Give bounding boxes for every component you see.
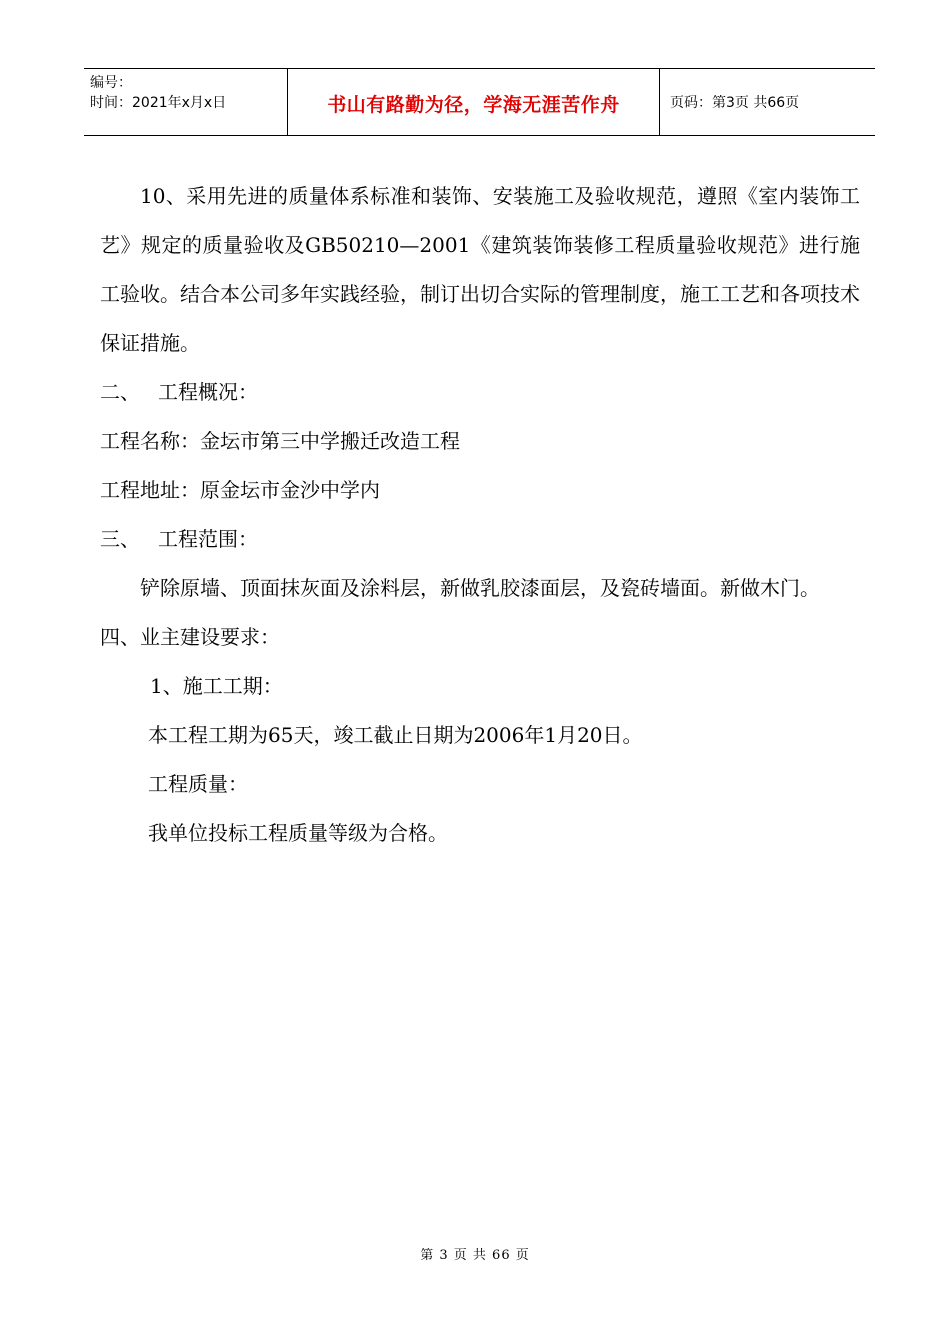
paragraph-scope: 铲除原墙、顶面抹灰面及涂料层，新做乳胶漆面层，及瓷砖墙面。新做木门。	[140, 576, 820, 600]
section-title: 工程概况：	[158, 380, 258, 404]
section-number: 三、	[100, 527, 140, 551]
project-name: 工程名称：金坛市第三中学搬迁改造工程	[100, 429, 460, 453]
header-motto: 书山有路勤为径，学海无涯苦作舟	[287, 69, 660, 135]
paragraph-quality-standards: 10、采用先进的质量体系标准和装饰、安装施工及验收规范，遵照《室内装饰工艺》规定的质量验收及GB50210—2001《建筑装饰装修工程质量验收规范》进行施工验收。结合本公司多年实践经验，制订出切合实际的管理制度，施工工艺和各项技术保证措施。	[100, 184, 860, 355]
section-heading-requirements: 四、业主建设要求：	[100, 625, 280, 649]
section-heading-scope	[100, 515, 860, 564]
document-time: 时间：2021年x月x日	[90, 95, 227, 111]
document-header	[84, 68, 875, 136]
document-body	[100, 172, 860, 858]
section-title: 工程范围：	[158, 527, 258, 551]
header-page-info: 页码：第3页 共66页	[670, 95, 800, 111]
quality-label: 工程质量：	[148, 772, 248, 796]
document-number: 编号：	[90, 75, 132, 91]
paragraph-duration: 本工程工期为65天，竣工截止日期为2006年1月20日。	[148, 723, 643, 747]
section-heading-overview	[100, 368, 860, 417]
section-number: 二、	[100, 380, 140, 404]
project-address: 工程地址：原金坛市金沙中学内	[100, 478, 380, 502]
page-footer: 第 3 页 共 66 页	[420, 1248, 530, 1263]
header-meta	[84, 69, 287, 135]
item-construction-period: 1、施工工期：	[150, 674, 283, 698]
paragraph-quality: 我单位投标工程质量等级为合格。	[148, 821, 448, 845]
